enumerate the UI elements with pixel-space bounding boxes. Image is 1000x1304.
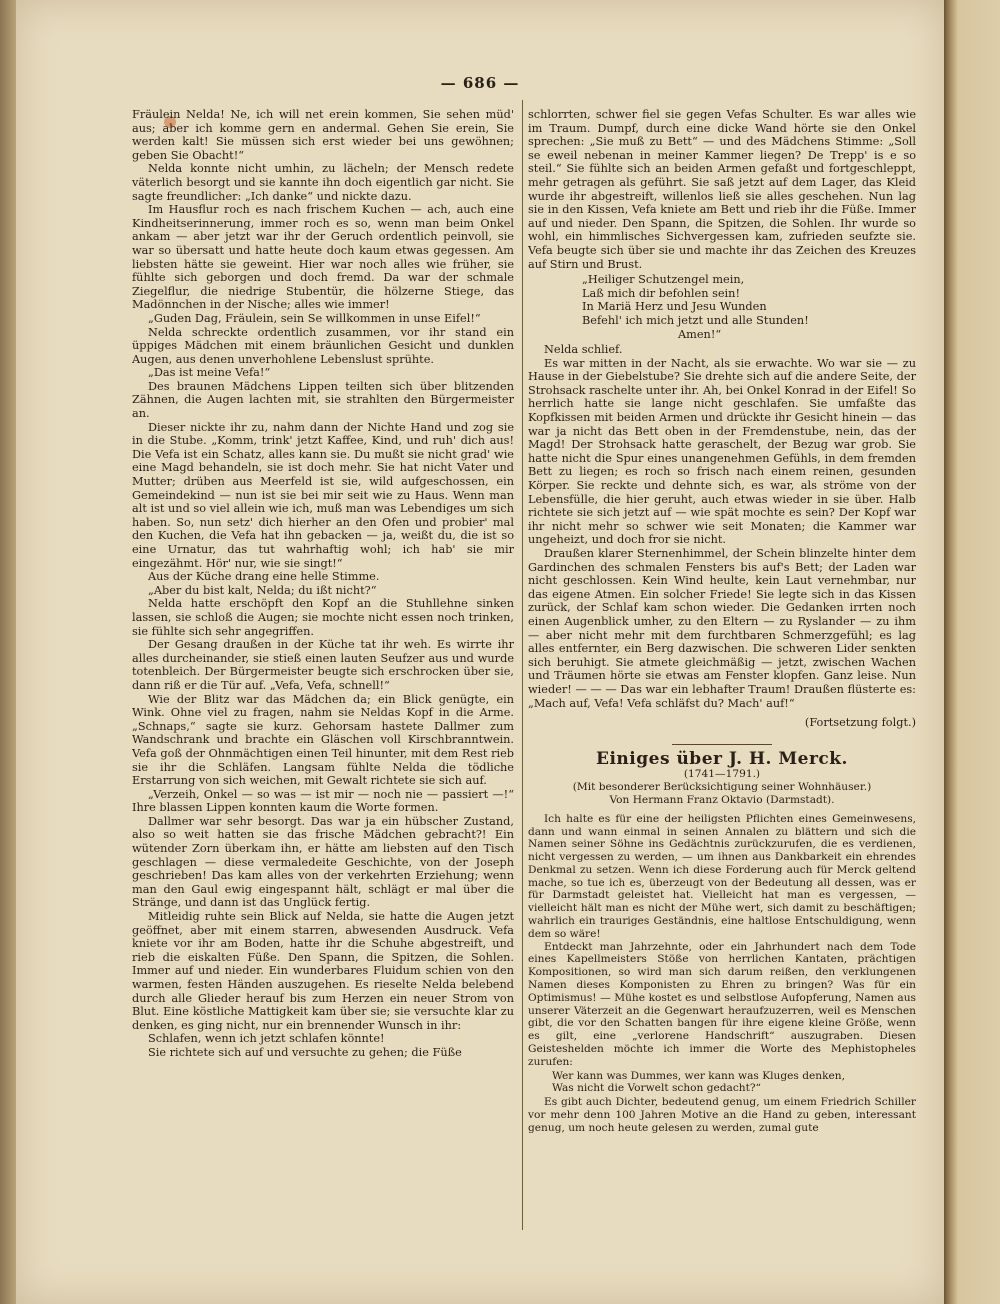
- paragraph: Wie der Blitz war das Mädchen da; ein Blick genügte, ein Wink. Ohne viel zu fragen, nahm sie Neldas Kopf in die Arme. „Schnaps,“ sagte sie kurz. Gehorsam hastete Dallmer zum Wandschrank und brachte ein Gläschen voll Kirschbranntwein. Vefa goß der Ohnmächtigen einen Teil hinunter, mit dem Rest rieb sie ihr die Schläfen. Langsam fühlte Nelda die tödliche Erstarrung von sich weichen, mit Gewalt richtete sie sich auf.: [132, 692, 514, 788]
- paragraph: Nelda konnte nicht umhin, zu lächeln; der Mensch redete väterlich besorgt und sie kannte ihn doch eigentlich gar nicht. Sie sagte freundlicher: „Ich danke“ und nickte dazu.: [132, 162, 514, 203]
- paragraph: Der Gesang draußen in der Küche tat ihr weh. Es wirrte ihr alles durcheinander, sie stieß einen lauten Seufzer aus und wurde totenbleich. Der Bürgermeister beugte sich erschrocken über sie, dann riß er die Tür auf. „Vefa, Vefa, schnell!“: [132, 638, 514, 692]
- paragraph: Dallmer war sehr besorgt. Das war ja ein hübscher Zustand, also so weit hatten sie das frische Mädchen gebracht?! Ein wütender Zorn überkam ihn, er hätte am liebsten auf den Tisch geschlagen — diese vermaledeite Geschichte, von der Joseph geschrieben! Das kam alles von der verkehrten Erziehung; wenn man den Gaul ewig eingespannt hält, schlägt er mal über die Stränge, und dann ist das Unglück fertig.: [132, 814, 514, 910]
- paragraph: Fräulein Nelda! Ne, ich will net erein kommen, Sie sehen müd' aus; aber ich komme gern en andermal. Gehen Sie erein, Sie werden kalt! Sie müssen sich erst wieder bei uns gewöhnen; geben Sie Obacht!“: [132, 108, 514, 162]
- paragraph: „Verzeih, Onkel — so was — ist mir — noch nie — passiert —!“ Ihre blassen Lippen konnten kaum die Worte formen.: [132, 787, 514, 815]
- adjacent-page-edge: [944, 0, 1000, 1304]
- paragraph: Nelda schlief.: [544, 343, 623, 357]
- paragraph: Es gibt auch Dichter, bedeutend genug, um einem Friedrich Schiller vor mehr denn 100 Jahren Motive an die Hand zu geben, interessant genug, um noch heute gelesen zu werden, zumal gute: [528, 1096, 916, 1134]
- article-byline: Von Hermann Franz Oktavio (Darmstadt).: [609, 793, 835, 806]
- paragraph: Im Hausflur roch es nach frischem Kuchen — ach, auch eine Kindheitserinnerung, immer roch es so, wenn man beim Onkel ankam — aber jetzt war ihr der Geruch ordentlich peinvoll, sie war so übersatt und hatte heute doch kaum etwas gegessen. Am liebsten hätte sie geweint. Hier war noch alles wie früher, sie fühlte sich geborgen und doch fremd. Da war der schmale Ziegelflur, die niedrige Stubentür, die hölzerne Stiege, das Madönnchen in der Nische; alles wie immer!: [132, 203, 514, 312]
- quote-verse: [552, 1070, 916, 1096]
- verse-line: Laß mich dir befohlen sein!: [582, 286, 740, 300]
- paragraph: Ich halte es für eine der heiligsten Pflichten eines Gemeinwesens, dann und wann einmal in seinen Annalen zu blättern und sich die Namen seiner Söhne ins Gedächtnis zurückzurufen, die es verdienen, nicht vergessen zu werden, — um ihnen aus Dankbarkeit ein ehrendes Denkmal zu setzen. Wenn ich diese Forderung auch für Merck geltend mache, so tue ich es, überzeugt von der Bedeutung all dessen, was er für Darmstadt geleistet hat. Vielleicht hat man es vergessen, — vielleicht hält man es nicht der Mühe wert, sich damit zu beschäftigen; wahrlich ein trauriges Geständnis, eine haltlose Entschuldigung, wenn dem so wäre!: [528, 812, 916, 940]
- column-divider: [522, 100, 523, 1230]
- paragraph: Mitleidig ruhte sein Blick auf Nelda, sie hatte die Augen jetzt geöffnet, aber mit einem starren, abwesenden Ausdruck. Vefa kniete vor ihr am Boden, hatte ihr die Schuhe abgestreift, und rieb die eiskalten Füße. Den Spann, die Spitzen, die Sohlen. Immer auf und nieder. Ein wunderbares Fluidum schien von den warmen, festen Händen auszugehen. Es rieselte Nelda belebend durch alle Glieder herauf bis zum Herzen ein neuer Strom von Blut. Eine köstliche Mattigkeit kam über sie; sie versuchte klar zu denken, es ging nicht, nur ein brennender Wunsch in ihr:: [132, 910, 514, 1032]
- article-subtitle: (Mit besonderer Berücksichtigung seiner Wohnhäuser.): [572, 781, 872, 794]
- paragraph: Es war mitten in der Nacht, als sie erwachte. Wo war sie — zu Hause in der Giebelstube? Sie drehte sich auf die andere Seite, der Strohsack raschelte unter ihr. Ah, bei Onkel Konrad in der Eifel! So herrlich hatte sie lange nicht geschlafen. Sie umfaßte das Kopfkissen mit beiden Armen und drückte ihr Gesicht hinein — das war ja nicht das Bett oben in der Fremdenstube, nein, das der Magd! Der Strohsack hatte geraschelt, der Bezug war grob. Sie hatte nicht die Spur eines unangenehmen Gefühls, in dem fremden Bett zu liegen; es roch so frisch nach einem reinen, gesunden Körper. Sie reckte und dehnte sich, es war, als ströme von der Lebensfülle, die hier geruht, auch etwas wieder in sie über. Halb richtete sie sich jetzt auf — wie spät mochte es sein? Der Kopf war ihr nicht mehr so schwer wie seit Monaten; die Kammer war ungeheizt, und doch fror sie nicht.: [528, 356, 916, 547]
- paragraph: Schlafen, wenn ich jetzt schlafen könnte!: [148, 1032, 385, 1046]
- paragraph: schlorrten, schwer fiel sie gegen Vefas Schulter. Es war alles wie im Traum. Dumpf, durch eine dicke Wand hörte sie den Onkel sprechen: „Sie muß zu Bett“ — und des Mädchens Stimme: „Soll se eweil nebenan in meiner Kammer liegen? De Trepp' is e so steil.“ Sie fühlte sich an beiden Armen gefaßt und fortgeschleppt, mehr getragen als geführt. Sie saß jetzt auf dem Lager, das Kleid wurde ihr abgestreift, willenlos ließ sie alles geschehen. Nun lag sie in den Kissen, Vefa kniete am Bett und rieb ihr die Füße. Immer auf und nieder. Den Spann, die Spitzen, die Sohlen. Ihr wurde so wohl, ein himmlisches Sichvergessen kam, zufrieden seufzte sie. Vefa beugte sich über sie und machte ihr das Zeichen des Kreuzes auf Stirn und Brust.: [528, 108, 916, 271]
- paragraph: Aus der Küche drang eine helle Stimme.: [148, 570, 380, 584]
- paragraph: Dieser nickte ihr zu, nahm dann der Nichte Hand und zog sie in die Stube. „Komm, trink' jetzt Kaffee, Kind, und ruh' dich aus! Die Vefa ist ein Schatz, alles kann sie. Du mußt sie nicht grad' wie eine Magd behandeln, sie ist doch mehr. Sie hat nicht Vater und Mutter; drüben aus Meerfeld ist sie, wild aufgeschossen, ein Gemeindekind — nun ist sie bei mir seit wie zu Haus. Wenn man alt ist und so viel allein wie ich, muß man was Lebendiges um sich haben. So, nun setz' dich hierher an den Ofen und probier' mal den Kuchen, die Vefa hat ihn gebacken — ja, weißt du, die ist so eine Urnatur, das tut wahrhaftig wohl; ich hab' sie mir eingezähmt. Hör' nur, wie sie singt!“: [132, 420, 514, 570]
- article-title: Einiges über J. H. Merck.: [596, 748, 848, 769]
- verse-line: Amen!“: [678, 327, 722, 341]
- verse-line: In Mariä Herz und Jesu Wunden: [582, 300, 767, 314]
- continuation-note: (Fortsetzung folgt.): [804, 716, 916, 730]
- prayer-verse: [582, 273, 916, 341]
- paragraph: Draußen klarer Sternenhimmel, der Schein blinzelte hinter dem Gardinchen des schmalen Fensters bis auf's Bett; der Laden war nicht geschlossen. Kein Wind heulte, kein Laut vernehmbar, nur das eigene Atmen. Ein solcher Friede! Sie legte sich in das Kissen zurück, der Schlaf kam schon wieder. Die Gedanken irrten noch einen Augenblick umher, zu den Eltern — zu Ryslander — zu ihm — aber nicht mehr mit dem furchtbaren Schmerzgefühl; es lag alles entfernter, ein Berg dazwischen. Die schweren Lider senkten sich beruhigt. Sie atmete gleichmäßig — jetzt, zwischen Wachen und Träumen hörte sie etwas am Fenster klopfen. Ganz leise. Nun wieder! — — — Das war ein lebhafter Traum! Draußen flüsterte es: „Mach auf, Vefa! Vefa schläfst du? Mach' auf!“: [528, 547, 916, 710]
- left-column: [132, 108, 514, 1228]
- article-merck: [528, 748, 916, 1135]
- section-separator: [672, 744, 772, 745]
- paragraph: Entdeckt man Jahrzehnte, oder ein Jahrhundert nach dem Tode eines Kapellmeisters Stöße von herrlichen Kantaten, prächtigen Kompositionen, so wird man sich darum reißen, den verklungenen Namen dieses Komponisten zu Ehren zu bringen? Was für ein Optimismus! — Mühe kostet es und selbstlose Aufopferung, Namen aus unserer Väterzeit an die Gegenwart heraufzuzerren, weil es Menschen gibt, die vor den Schatten bangen für ihre eigene kleine Größe, wenn es gilt, eine „verlorene Handschrift“ auszugraben. Diesen Geisteshelden möchte ich immer die Worte des Mephistopheles zurufen:: [528, 940, 916, 1068]
- newspaper-page: [16, 0, 944, 1304]
- article-dates: (1741—1791.): [683, 768, 761, 781]
- verse-line: Befehl' ich mich jetzt und alle Stunden!: [582, 313, 809, 327]
- paragraph: Des braunen Mädchens Lippen teilten sich über blitzenden Zähnen, die Augen lachten mit, sie strahlten den Bürgermeister an.: [132, 379, 514, 421]
- paragraph: Sie richtete sich auf und versuchte zu gehen; die Füße: [148, 1045, 462, 1059]
- paragraph: Nelda hatte erschöpft den Kopf an die Stuhllehne sinken lassen, sie schloß die Augen; sie mochte nicht essen noch trinken, sie fühlte sich sehr angegriffen.: [132, 597, 514, 638]
- paragraph: „Guden Dag, Fräulein, sein Se willkommen in unse Eifel!“: [148, 311, 481, 325]
- right-column: [528, 108, 916, 1228]
- verse-line: Wer kann was Dummes, wer kann was Kluges denken,: [552, 1069, 845, 1082]
- paragraph: Nelda schreckte ordentlich zusammen, vor ihr stand ein üppiges Mädchen mit einem bräunlichen Gesicht und dunklen Augen, aus denen unverhohlene Lebenslust sprühte.: [132, 325, 514, 366]
- verse-line: Was nicht die Vorwelt schon gedacht?“: [552, 1082, 761, 1095]
- page-number: — 686 —: [440, 74, 520, 92]
- paragraph: „Aber du bist kalt, Nelda; du ißt nicht?“: [148, 583, 377, 597]
- verse-line: „Heiliger Schutzengel mein,: [582, 273, 745, 287]
- paragraph: „Das ist meine Vefa!“: [148, 366, 271, 380]
